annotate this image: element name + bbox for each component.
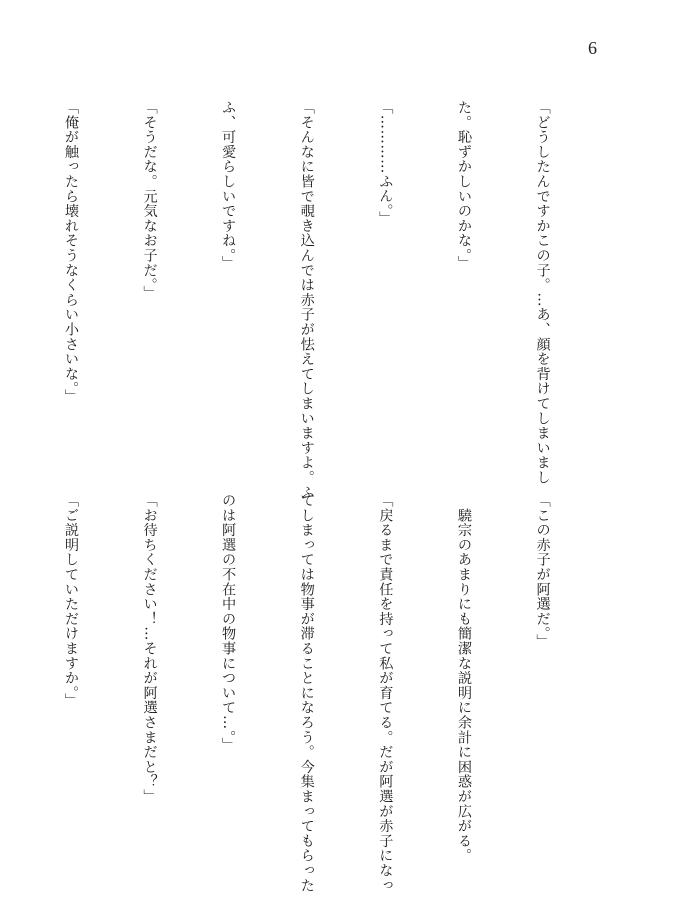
text-line: 「そんなに皆で覗き込んでは赤子が怯えてしまいますよ。ふ [298,100,315,500]
text-line [0,493,5,858]
text-line: 「俺が触ったら壊れそうなくらい小さいな。」 [62,100,79,404]
upper-text-block [0,100,608,500]
text-line [0,100,5,470]
text-line: 「ご説明していただけますか。」 [62,493,79,708]
text-line: 「この赤子が阿選だ。」 [534,493,551,649]
lower-text-block [0,493,608,893]
page-number: 6 [588,38,597,58]
text-line: 「戻るまで責任を持って私が育てる。だが阿選が赤子になっ [377,493,394,893]
text-line: 「…………ふん。」 [377,100,394,227]
text-line: 驍宗のあまりにも簡潔な説明に余計に困惑が広がる。 [455,493,472,863]
text-line: 「そうだな。元気なお子だ。」 [141,100,158,301]
text-line: 「お待ちください！…それが阿選さまだと？」 [141,493,158,804]
text-line: てしまっては物事が滞ることになろう。今集まってもらった [298,493,315,893]
text-line: ふ、可愛らしいですね。」 [220,100,237,271]
text-line: のは阿選の不在中の物事について…。」 [220,493,237,753]
text-line: た。恥ずかしいのかな。」 [455,100,472,271]
text-line: 「どうしたんですかこの子。…あ、顔を背けてしまいまし [534,100,551,485]
